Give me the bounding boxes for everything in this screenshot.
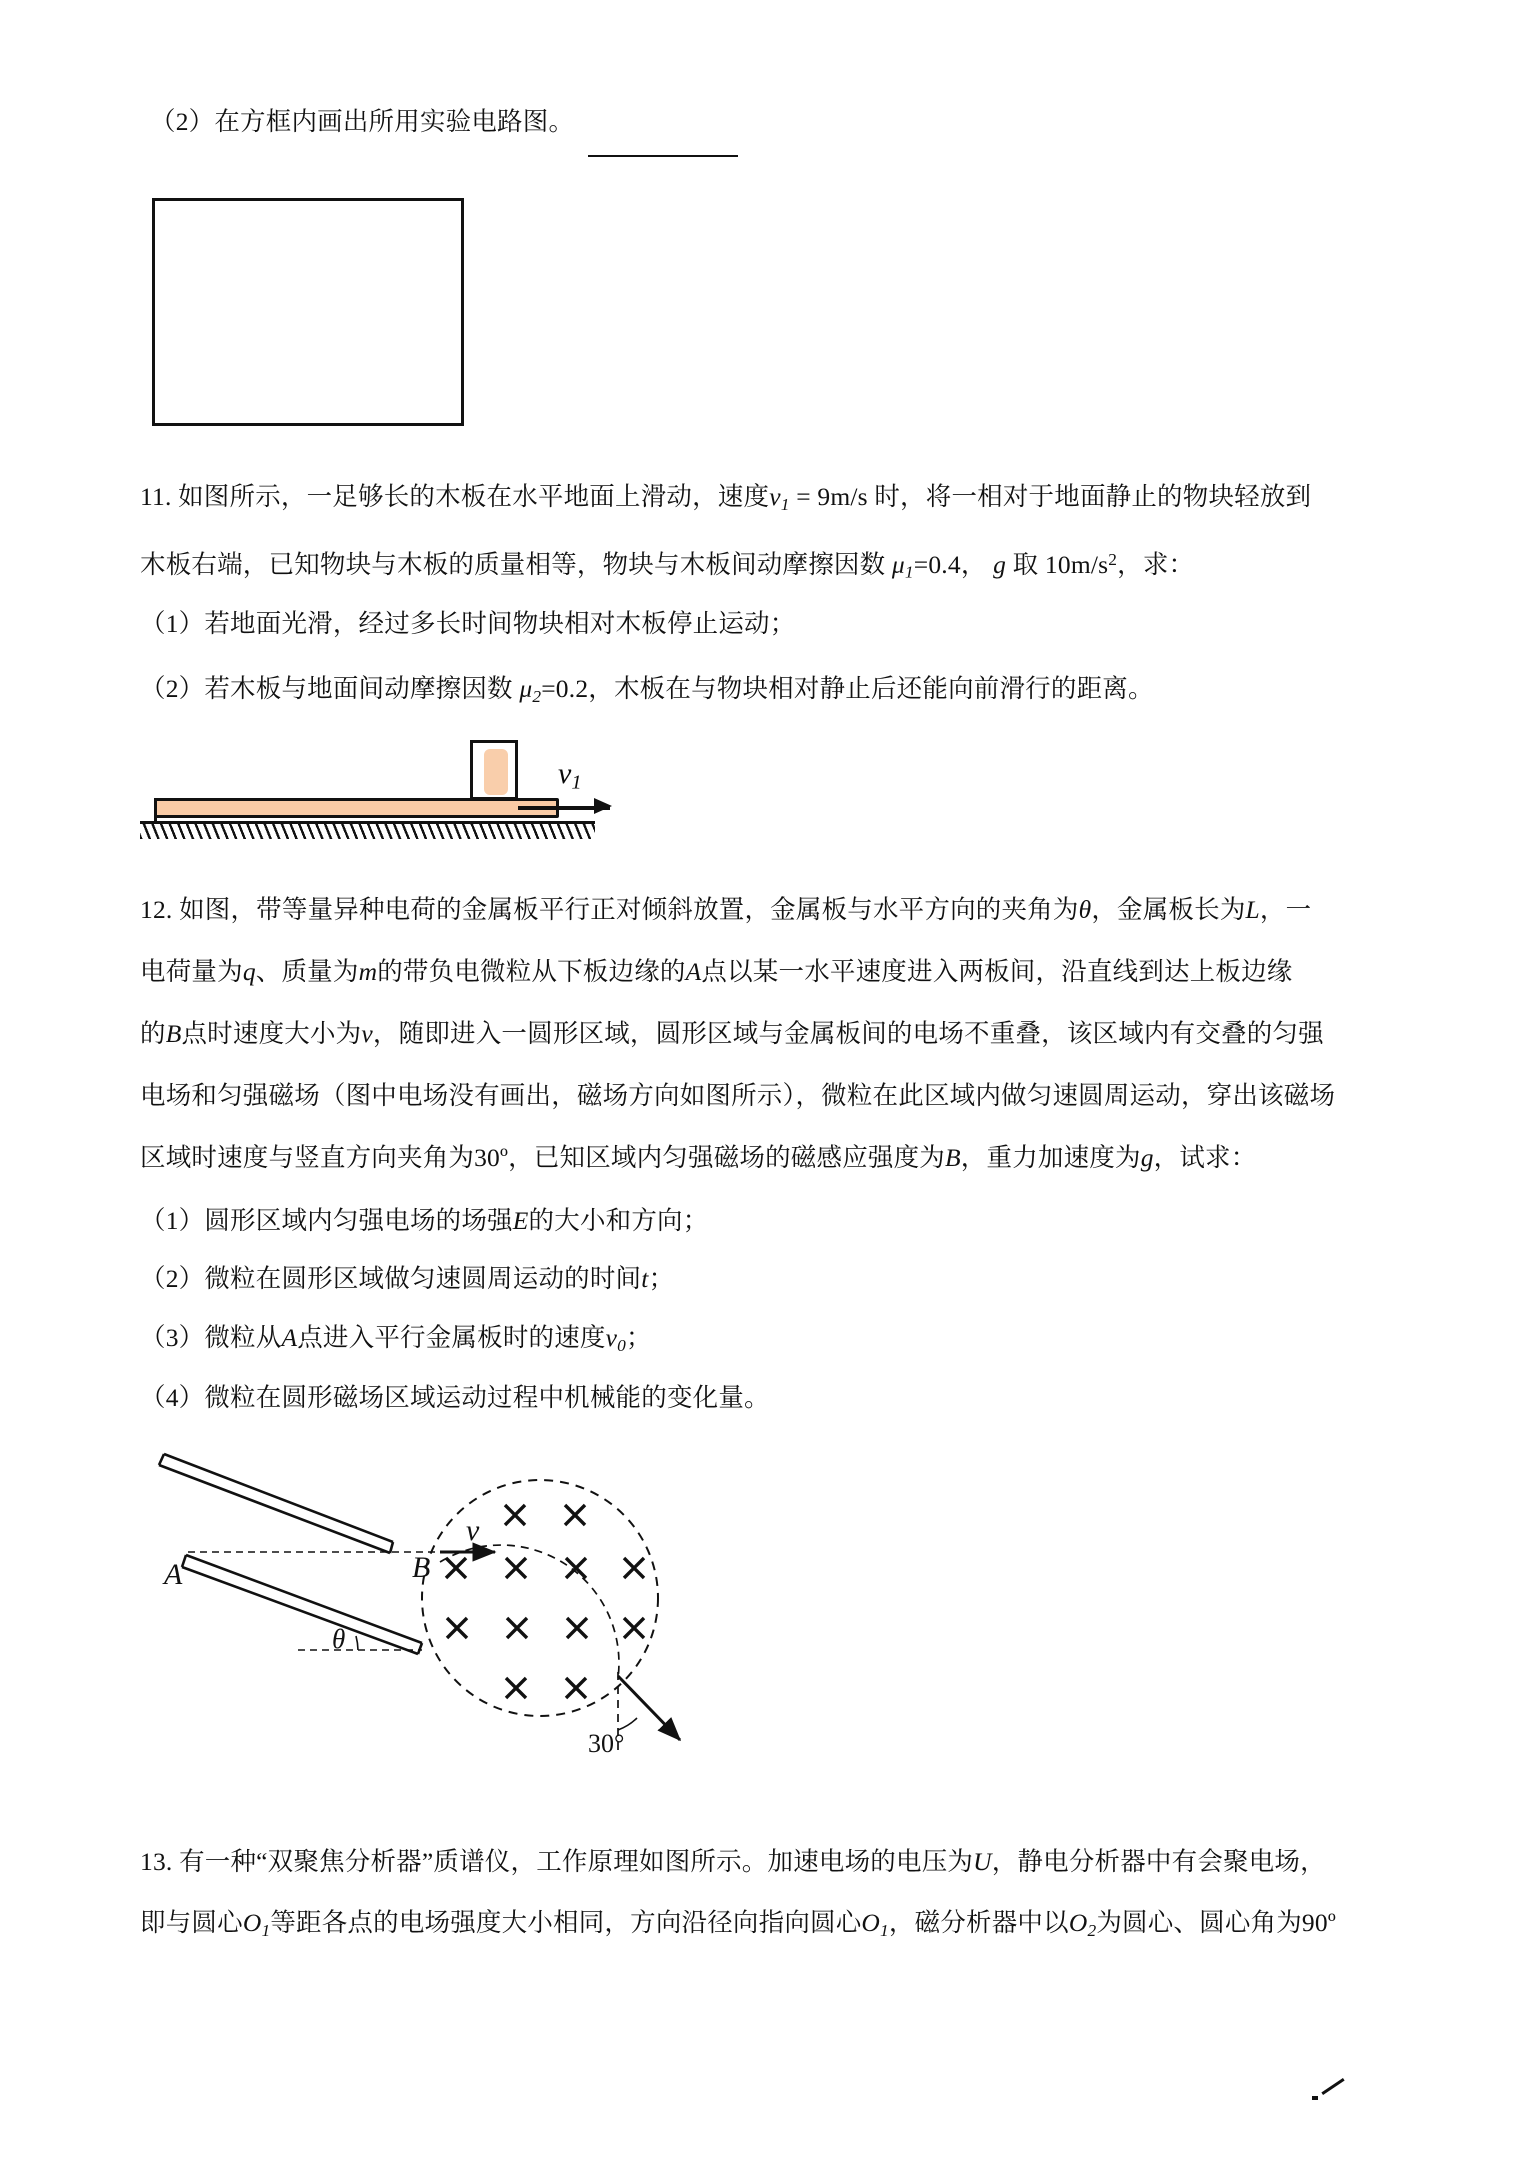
bottom-right-stray-dot: [1312, 2096, 1318, 2100]
q11-line1-b: 时，将一相对于地面静止的物块轻放到: [874, 482, 1312, 511]
q12-line5-a: 区域时速度与竖直方向夹角为30º，已知区域内匀强磁场的磁感应强度为: [140, 1143, 946, 1172]
q12-sub3-a: （3）微粒从: [140, 1323, 282, 1352]
label-point-A: A: [164, 1558, 183, 1591]
q12-number: 12.: [140, 895, 173, 924]
q12-v0-symbol: v: [605, 1323, 618, 1352]
q13-O1b-symbol: O: [861, 1908, 881, 1937]
q12-m-symbol: m: [358, 957, 378, 986]
q12-sub3-b: 点进入平行金属板时的速度: [297, 1323, 606, 1352]
q13-number: 13.: [140, 1847, 173, 1876]
lower-plate: [182, 1555, 422, 1654]
q11-equals: =: [796, 482, 811, 511]
q11-v1-value: 9m/s: [817, 482, 868, 511]
q12-line-2: [140, 955, 1293, 989]
particle-circular-path-dashed: [440, 1545, 619, 1678]
q12-line4-text: 电场和匀强磁场（图中电场没有画出，磁场方向如图所示），微粒在此区域内做匀速圆周运动，穿出该磁场: [140, 1081, 1336, 1110]
q12-line5-b: ，重力加速度为: [960, 1143, 1141, 1172]
velocity-label: [558, 757, 582, 795]
q12-B-point-symbol: B: [165, 1019, 182, 1048]
label-velocity-v: v: [466, 1514, 480, 1547]
q12-sub3-A-symbol: A: [281, 1323, 298, 1352]
q12-sub3-c: ；: [626, 1323, 652, 1352]
q12-line5-c: ，试求：: [1153, 1143, 1257, 1172]
q12-sub1-b: 的大小和方向；: [528, 1206, 709, 1235]
q13-line1-a: 有一种“双聚焦分析器”质谱仪，工作原理如图所示。加速电场的电压为: [179, 1847, 974, 1876]
q11-g-value: 取 10m/s: [1012, 549, 1109, 579]
label-exit-angle-30: 30°: [588, 1729, 625, 1758]
q11-sub2-a: （2）若木板与地面间动摩擦因数: [140, 674, 513, 703]
q12-q-symbol: q: [242, 957, 256, 986]
q11-mu1-symbol: μ: [891, 549, 905, 579]
theta-arc: [356, 1636, 358, 1650]
q11-sub2-b: =0.2，木板在与物块相对静止后还能向前滑行的距离。: [541, 674, 1154, 703]
q12-line2-c: 的带负电微粒从下板边缘的: [377, 957, 686, 986]
q12-sub2-a: （2）微粒在圆形区域做匀速圆周运动的时间: [140, 1264, 642, 1293]
q12-sub1-a: （1）圆形区域内匀强电场的场强: [140, 1206, 513, 1235]
label-angle-theta: θ: [332, 1624, 346, 1654]
q11-mu1-subscript: 1: [904, 562, 914, 582]
q11-g-symbol: g: [993, 549, 1007, 579]
q11-sub-question-1: [140, 607, 795, 641]
q11-v1-symbol: v: [769, 482, 781, 511]
q11-mu1-value: =0.4，: [913, 549, 987, 579]
q12-t-symbol: t: [641, 1264, 649, 1293]
q12-line-3: [140, 1017, 1324, 1051]
q13-line2-a: 即与圆心: [140, 1908, 243, 1937]
q12-theta-symbol: θ: [1078, 895, 1092, 924]
q11-line2-a: 木板右端，已知物块与木板的质量相等，物块与木板间动摩擦因数: [140, 549, 886, 579]
q12-line-1: [140, 893, 1311, 927]
q10-answer-blank-underline[interactable]: [588, 155, 738, 157]
bottom-right-stray-mark: [1321, 2078, 1344, 2095]
q12-line-4: [140, 1079, 1335, 1113]
q12-line2-d: 点以某一水平速度进入两板间，沿直线到达上板边缘: [701, 957, 1293, 986]
q11-sub-question-2: [140, 672, 1154, 714]
label-point-B: B: [412, 1551, 431, 1584]
q13-O1-symbol: O: [242, 1908, 262, 1937]
q11-line2-tail: ，求：: [1117, 549, 1195, 579]
q12-sub-question-2: [140, 1262, 674, 1296]
q11-line-2: [140, 543, 1194, 590]
wooden-board: [154, 798, 559, 818]
q12-line2-a: 电荷量为: [140, 957, 243, 986]
q12-sub-question-4: [140, 1381, 770, 1415]
q12-v0-subscript: 0: [617, 1335, 627, 1355]
q12-line2-b: 、质量为: [255, 957, 359, 986]
q11-sub1-text: （1）若地面光滑，经过多长时间物块相对木板停止运动；: [140, 609, 796, 638]
q12-L-symbol: L: [1245, 895, 1260, 924]
q11-line1-a: 如图所示，一足够长的木板在水平地面上滑动，速度: [178, 482, 770, 511]
q13-O1b-subscript: 1: [880, 1920, 889, 1940]
q13-line2-d: 为圆心、圆心角为90º: [1096, 1908, 1336, 1937]
q10-part2-text: [150, 105, 574, 139]
q12-A-symbol: A: [685, 957, 702, 986]
q12-line1-a: 如图，带等量异种电荷的金属板平行正对倾斜放置，金属板与水平方向的夹角为: [179, 895, 1079, 924]
q12-E-symbol: E: [512, 1206, 529, 1235]
q13-O2-symbol: O: [1068, 1908, 1088, 1937]
q13-O1-subscript: 1: [261, 1920, 271, 1940]
q12-sub4-text: （4）微粒在圆形磁场区域运动过程中机械能的变化量。: [140, 1383, 770, 1412]
q13-line2-b: 等距各点的电场强度大小相同，方向沿径向指向圆心: [270, 1908, 862, 1937]
board-left-edge: [154, 798, 157, 822]
q13-line2-c: ，磁分析器中以: [888, 1908, 1069, 1937]
q12-line1-c: ，一: [1259, 895, 1312, 924]
q12-line1-b: ，金属板长为: [1091, 895, 1246, 924]
block-fill: [484, 749, 508, 795]
q12-g-symbol: g: [1140, 1143, 1154, 1172]
q10-part2-label: （2）在方框内画出所用实验电路图。: [150, 107, 575, 136]
block-object: [470, 740, 518, 800]
q12-B-field-symbol: B: [945, 1143, 961, 1172]
q13-U-symbol: U: [973, 1847, 992, 1876]
q12-line3-a: 的: [140, 1019, 166, 1048]
q12-diagram-svg: [150, 1440, 710, 1760]
q11-number: 11.: [140, 482, 172, 511]
q10-circuit-drawing-box[interactable]: [152, 198, 464, 426]
q11-v1-subscript: 1: [780, 494, 790, 514]
exit-velocity-arrow: [618, 1676, 680, 1740]
q13-line1-b: ，静电分析器中有会聚电场，: [991, 1847, 1326, 1876]
q12-sub-question-3: [140, 1321, 652, 1363]
q11-mu2-subscript: 2: [532, 686, 542, 706]
velocity-subscript: 1: [571, 771, 582, 794]
q11-g-unit-exponent: 2: [1108, 550, 1118, 569]
q11-figure-board-block: [140, 735, 780, 855]
ground-hatching: [140, 823, 595, 839]
velocity-arrow: [518, 806, 610, 810]
upper-plate: [159, 1454, 393, 1553]
q13-line-1: [140, 1845, 1326, 1879]
q12-sub-question-1: [140, 1204, 708, 1238]
q11-mu2-symbol: μ: [519, 674, 533, 703]
q12-sub2-b: ；: [648, 1264, 675, 1293]
q12-line-5: [140, 1141, 1256, 1175]
velocity-symbol: v: [558, 757, 572, 790]
q13-line-2: [140, 1906, 1336, 1948]
q12-line3-c: ，随即进入一圆形区域，圆形区域与金属板间的电场不重叠，该区域内有交叠的匀强: [372, 1019, 1324, 1048]
q12-v-symbol: v: [361, 1019, 373, 1048]
q13-O2-subscript: 2: [1087, 1920, 1097, 1940]
q12-line3-b: 点时速度大小为: [181, 1019, 362, 1048]
q12-figure-plates-field: [150, 1440, 710, 1760]
q11-line-1: [140, 480, 1311, 522]
